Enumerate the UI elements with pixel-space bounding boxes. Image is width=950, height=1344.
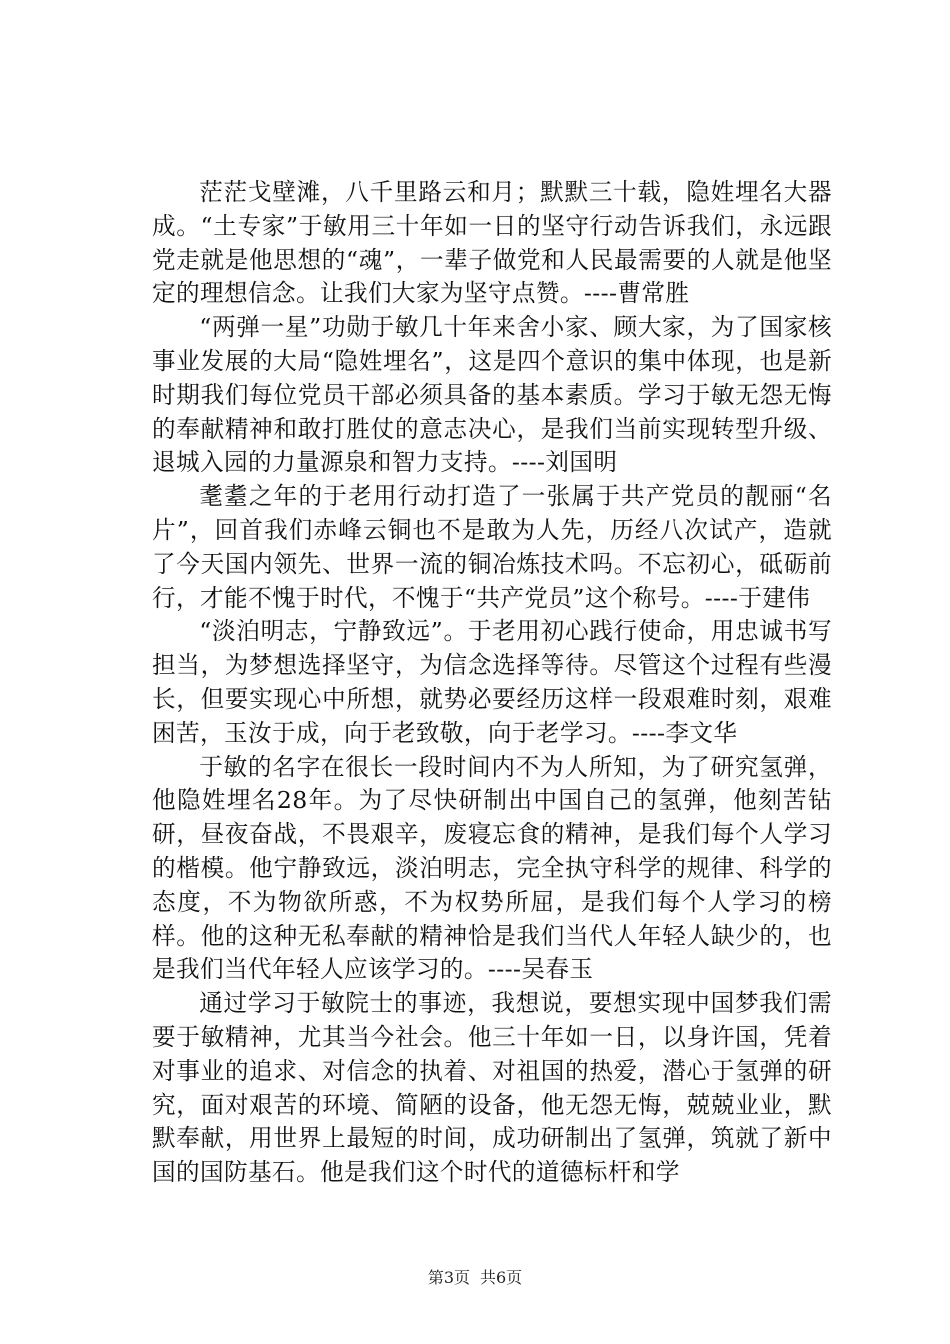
page-total: 共6页 [480, 1268, 523, 1287]
page-number: 第3页 [427, 1268, 470, 1287]
paragraph-1: 茫茫戈壁滩，八千里路云和月；默默三十载，隐姓埋名大器成。“土专家”于敏用三十年如一日的坚守行动告诉我们，永远跟党走就是他思想的“魂”，一辈子做党和人民最需要的人就是他坚定的理想信念。让我们大家为坚守点赞。----曹常胜 [152, 178, 832, 308]
paragraph-4: “淡泊明志，宁静致远”。于老用初心践行使命，用忠诚书写担当，为梦想选择坚守，为信念选择等待。尽管这个过程有些漫长，但要实现心中所想，就势必要经历这样一段艰难时刻，艰难困苦，玉汝于成，向于老致敬，向于老学习。----李文华 [152, 617, 832, 747]
page-footer [0, 1268, 950, 1288]
paragraph-6: 通过学习于敏院士的事迹，我想说，要想实现中国梦我们需要于敏精神，尤其当今社会。他三十年如一日，以身许国，凭着对事业的追求、对信念的执着、对祖国的热爱，潜心于氢弹的研究，面对艰苦的环境、简陋的设备，他无怨无悔，兢兢业业，默默奉献，用世界上最短的时间，成功研制出了氢弹，筑就了新中国的国防基石。他是我们这个时代的道德标杆和学 [152, 989, 832, 1187]
document-body [152, 176, 832, 1190]
paragraph-2: “两弹一星”功勋于敏几十年来舍小家、顾大家，为了国家核事业发展的大局“隐姓埋名”，这是四个意识的集中体现，也是新时期我们每位党员干部必须具备的基本素质。学习于敏无怨无悔的奉献精神和敢打胜仗的意志决心，是我们当前实现转型升级、退城入园的力量源泉和智力支持。----刘国明 [152, 313, 832, 477]
paragraph-5: 于敏的名字在很长一段时间内不为人所知，为了研究氢弹，他隐姓埋名28年。为了尽快研制出中国自己的氢弹，他刻苦钻研，昼夜奋战，不畏艰辛，废寝忘食的精神，是我们每个人学习的楷模。他宁静致远，淡泊明志，完全执守科学的规律、科学的态度，不为物欲所惑，不为权势所屈，是我们每个人学习的榜样。他的这种无私奉献的精神恰是我们当代人年轻人缺少的，也是我们当代年轻人应该学习的。----吴春玉 [152, 752, 832, 984]
paragraph-3: 耄耋之年的于老用行动打造了一张属于共产党员的靓丽“名片”，回首我们赤峰云铜也不是敢为人先，历经八次试产，造就了今天国内领先、世界一流的铜冶炼技术吗。不忘初心，砥砺前行，才能不愧于时代，不愧于“共产党员”这个称号。----于建伟 [152, 482, 832, 612]
